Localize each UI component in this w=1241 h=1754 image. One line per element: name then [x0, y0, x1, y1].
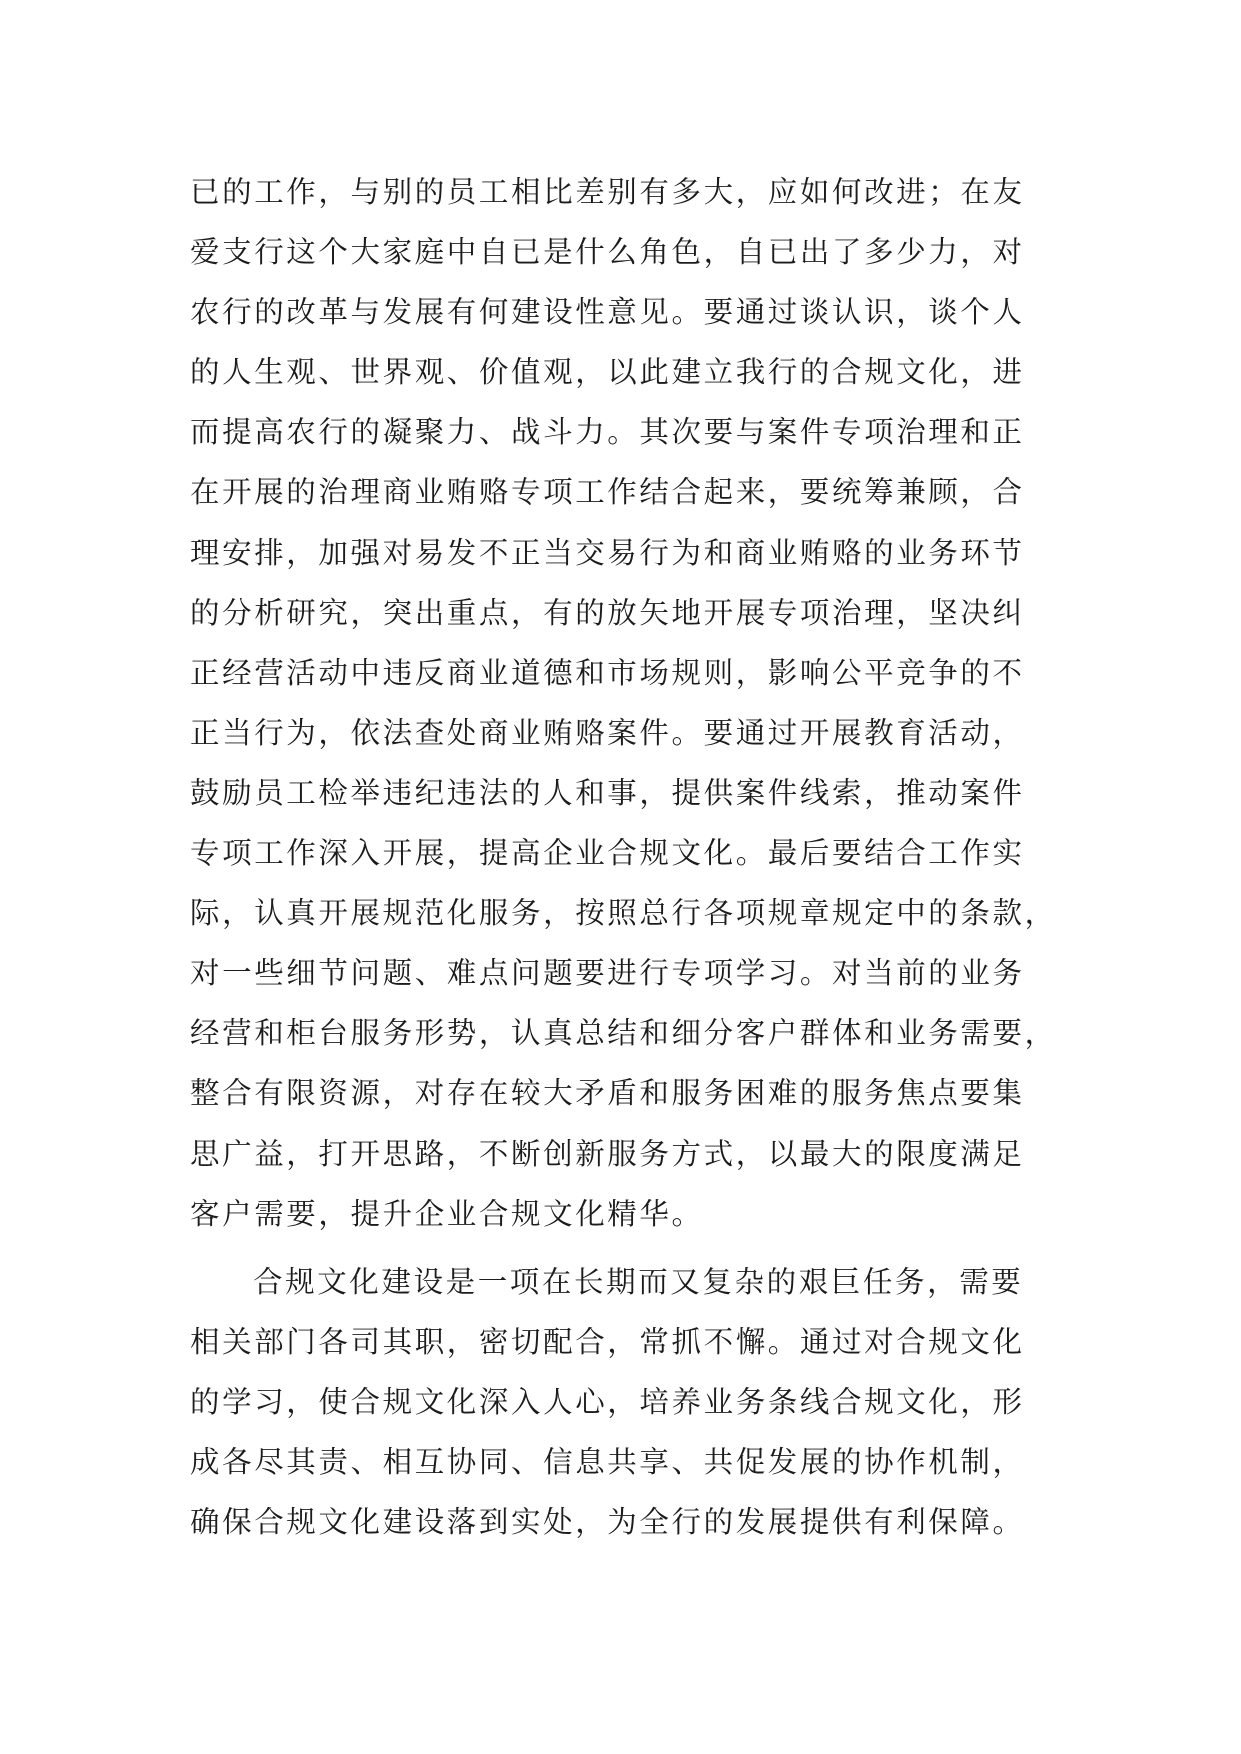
text-line: 农行的改革与发展有何建设性意见。要通过谈认识，谈个人: [190, 295, 1025, 330]
text-line: 的分析研究，突出重点，有的放矢地开展专项治理，坚决纠: [190, 595, 1025, 630]
paragraph-1: [190, 162, 1070, 1244]
text-line: 而提高农行的凝聚力、战斗力。其次要与案件专项治理和正: [190, 415, 1025, 450]
text-line: 在开展的治理商业贿赂专项工作结合起来，要统筹兼顾，合: [190, 475, 1025, 510]
text-line: 成各尽其责、相互协同、信息共享、共促发展的协作机制，: [190, 1444, 1025, 1479]
text-line: 理安排，加强对易发不正当交易行为和商业贿赂的业务环节: [190, 535, 1025, 570]
paragraph-2: [190, 1252, 1070, 1552]
text-line: 对一些细节问题、难点问题要进行专项学习。对当前的业务: [190, 956, 1025, 991]
text-line: 专项工作深入开展，提高企业合规文化。最后要结合工作实: [190, 836, 1025, 871]
text-line: 正当行为，依法查处商业贿赂案件。要通过开展教育活动，: [190, 715, 1025, 750]
text-line: 已的工作，与别的员工相比差别有多大，应如何改进；在友: [190, 175, 1025, 209]
text-line: 的人生观、世界观、价值观，以此建立我行的合规文化，进: [190, 355, 1025, 390]
text-line: 爱支行这个大家庭中自已是什么角色，自已出了多少力，对: [190, 235, 1025, 270]
text-line: 相关部门各司其职，密切配合，常抓不懈。通过对合规文化: [190, 1324, 1025, 1359]
text-line: 经营和柜台服务形势，认真总结和细分客户群体和业务需要，: [190, 1016, 1057, 1051]
text-line: 鼓励员工检举违纪违法的人和事，提供案件线索，推动案件: [190, 775, 1025, 810]
text-line: 合规文化建设是一项在长期而又复杂的艰巨任务，需要: [253, 1264, 1024, 1299]
text-line: 客户需要，提升企业合规文化精华。: [190, 1196, 704, 1231]
document-body: [190, 162, 1070, 1552]
text-line: 思广益，打开思路，不断创新服务方式，以最大的限度满足: [190, 1136, 1025, 1171]
text-line: 确保合规文化建设落到实处，为全行的发展提供有利保障。: [190, 1505, 1025, 1540]
text-line: 际，认真开展规范化服务，按照总行各项规章规定中的条款，: [190, 896, 1057, 931]
text-line: 正经营活动中违反商业道德和市场规则，影响公平竞争的不: [190, 655, 1025, 690]
text-line: 的学习，使合规文化深入人心，培养业务条线合规文化，形: [190, 1384, 1025, 1419]
text-line: 整合有限资源，对存在较大矛盾和服务困难的服务焦点要集: [190, 1076, 1025, 1111]
